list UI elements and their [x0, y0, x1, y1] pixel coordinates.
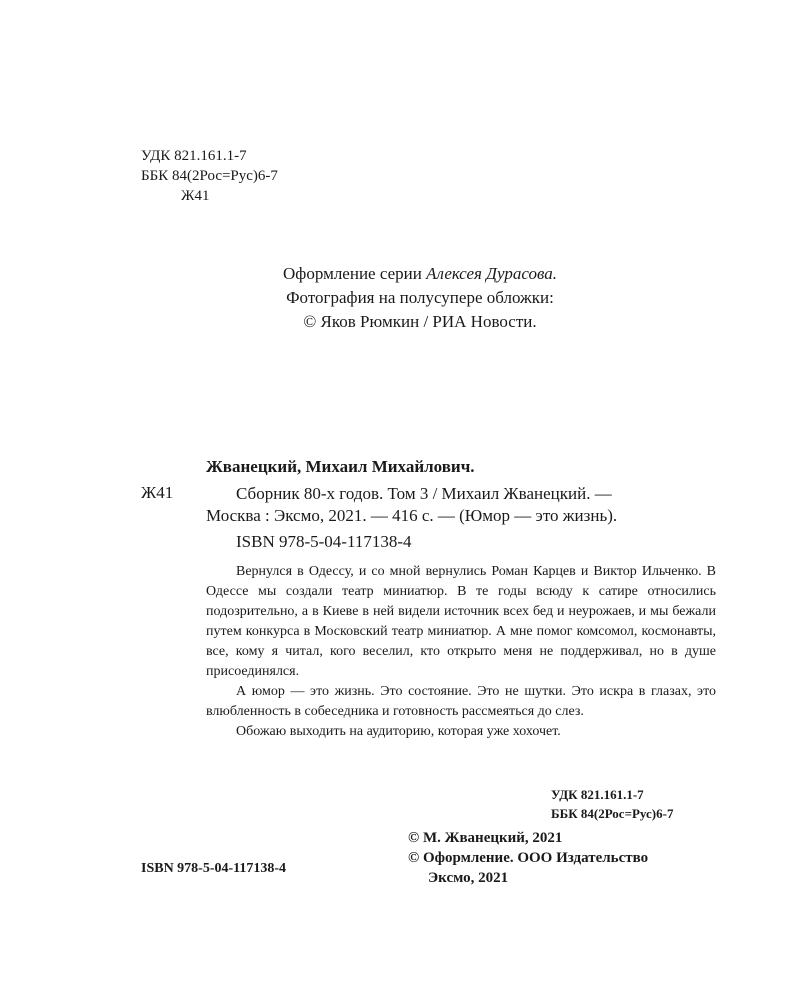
udk-code: УДК 821.161.1-7: [141, 148, 247, 164]
copyright-author: © М. Жванецкий, 2021: [408, 830, 563, 846]
copyright-block: [408, 828, 648, 888]
annotation: [206, 562, 716, 742]
biblio-author-mark: Ж41: [141, 483, 174, 502]
annotation-paragraph: А юмор — это жизнь. Это состояние. Это не шутки. Это искра в глазах, это влюбленность в собеседника и готовность рассмеяться до слез.: [206, 684, 716, 719]
small-bbk-code: ББК 84(2Рос=Рус)6-7: [551, 806, 674, 821]
annotation-paragraph: Вернулся в Одессу, и со мной вернулись Роман Карцев и Виктор Ильченко. В Одессе мы создали театр миниатюр. В те годы всюду к сатире относились подозрительно, а в Киеве в ней видели источник всех бед и неурожаев, и мы бежали путем конкурса в Московский театр миниатюр. А мне помог комсомол, космонавты, все, кому я читал, кого веселил, кто открыто меня не поддерживал, но в душе присоединялся.: [206, 564, 716, 679]
photo-credit: © Яков Рюмкин / РИА Новости.: [303, 312, 537, 331]
series-design-prefix: Оформление серии: [283, 264, 427, 283]
author-mark: Ж41: [181, 188, 210, 204]
series-design-line: [0, 262, 800, 286]
biblio-desc-line2: Москва : Эксмо, 2021. — 416 с. — (Юмор — это жизнь).: [206, 506, 618, 525]
biblio-isbn: ISBN 978-5-04-117138-4: [236, 532, 412, 551]
small-udk-code: УДК 821.161.1-7: [551, 787, 644, 802]
bbk-code: ББК 84(2Рос=Рус)6-7: [141, 168, 278, 184]
small-codes: [551, 785, 673, 823]
biblio-description: [206, 483, 716, 527]
biblio-desc-line1: Сборник 80-х годов. Том 3 / Михаил Жванецкий. —: [236, 484, 612, 503]
copyright-design-line1: © Оформление. ООО Издательство: [408, 850, 649, 866]
author-heading: Жванецкий, Михаил Михайлович.: [206, 457, 475, 476]
annotation-paragraph: Обожаю выходить на аудиторию, которая уже хохочет.: [236, 724, 561, 739]
copyright-design-line2: Эксмо, 2021: [428, 870, 509, 886]
credits-block: [0, 262, 800, 334]
bottom-isbn: ISBN 978-5-04-117138-4: [141, 861, 287, 876]
series-designer-name: Алексея Дурасова.: [426, 264, 557, 283]
photo-line: Фотография на полусупере обложки:: [286, 288, 554, 307]
